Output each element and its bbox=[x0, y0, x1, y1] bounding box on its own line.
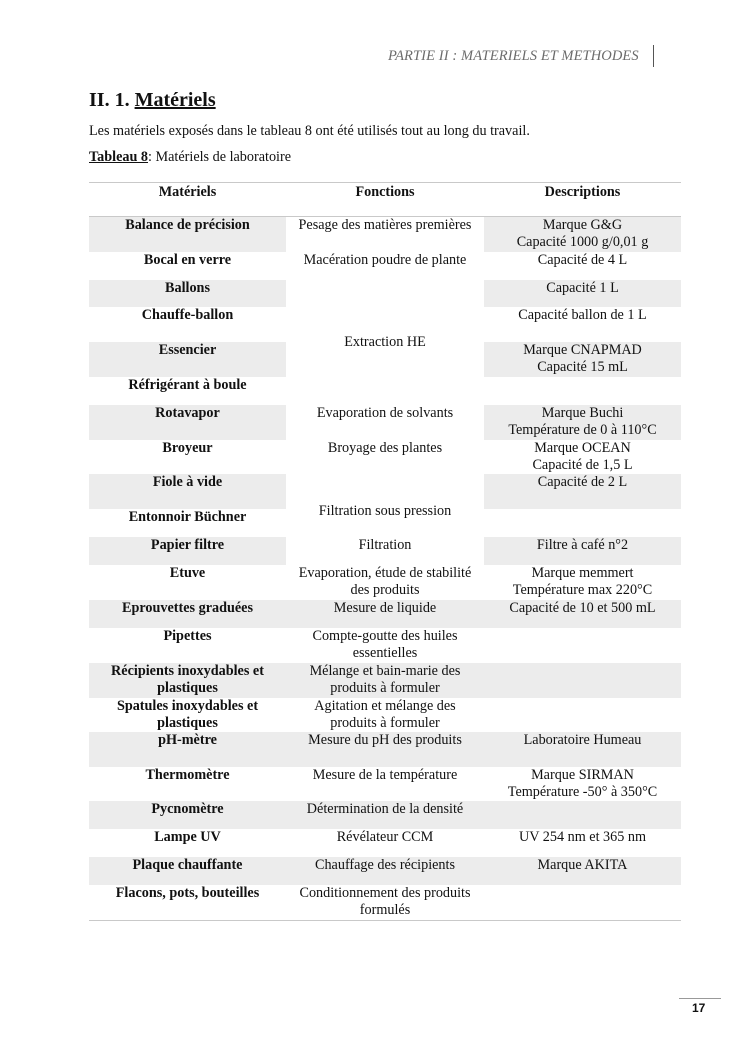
page-number-rule bbox=[679, 998, 721, 999]
row-description bbox=[484, 698, 681, 732]
row-function: Filtration bbox=[286, 537, 484, 565]
row-name: Plaque chauffante bbox=[89, 857, 286, 885]
row-function: Mesure de liquide bbox=[286, 600, 484, 628]
row-function: Pesage des matières premières bbox=[286, 217, 484, 252]
row-description: UV 254 nm et 365 nm bbox=[518, 828, 647, 845]
row-name: pH-mètre bbox=[89, 732, 286, 767]
row-description: Marque AKITA bbox=[484, 857, 681, 885]
caption-label: Tableau 8 bbox=[89, 149, 149, 165]
row-function: Macération poudre de plante bbox=[303, 251, 467, 268]
section-number: II. 1. bbox=[89, 89, 130, 111]
row-function: Agitation et mélange des produits à formuler bbox=[314, 697, 456, 731]
row-description bbox=[484, 801, 681, 829]
row-name: Flacons, pots, bouteilles bbox=[89, 885, 286, 921]
row-function: Chauffage des récipients bbox=[286, 857, 484, 885]
row-name: Chauffe-ballon bbox=[141, 306, 234, 323]
table-row bbox=[89, 857, 681, 885]
table-row bbox=[89, 440, 681, 474]
row-description: Laboratoire Humeau bbox=[484, 732, 681, 767]
table-row bbox=[89, 885, 681, 921]
table-row bbox=[89, 801, 681, 829]
row-description: Capacité de 4 L bbox=[537, 251, 628, 268]
row-description: Marque Buchi Température de 0 à 110°C bbox=[484, 405, 681, 440]
row-name: Lampe UV bbox=[154, 828, 221, 845]
row-name: Bocal en verre bbox=[143, 251, 232, 268]
table-row bbox=[89, 732, 681, 767]
table-caption bbox=[89, 149, 291, 166]
column-header-descriptions: Descriptions bbox=[484, 183, 681, 217]
row-name: Balance de précision bbox=[89, 217, 286, 252]
row-function: Mélange et bain-marie des produits à formuler bbox=[286, 663, 484, 698]
header-bar bbox=[653, 45, 654, 67]
row-function: Broyage des plantes bbox=[327, 439, 443, 456]
column-header-materiels: Matériels bbox=[89, 183, 286, 217]
table-row bbox=[89, 280, 681, 307]
row-description bbox=[484, 628, 681, 663]
table-row bbox=[89, 663, 681, 698]
section-name: Matériels bbox=[134, 89, 216, 111]
row-name: Thermomètre bbox=[145, 766, 230, 783]
row-name: Pipettes bbox=[163, 627, 212, 644]
row-description: Marque OCEAN Capacité de 1,5 L bbox=[532, 439, 633, 473]
row-function: Extraction HE bbox=[286, 280, 484, 405]
page-number: 17 bbox=[692, 1001, 706, 1015]
table-row bbox=[89, 537, 681, 565]
row-description: Capacité de 10 et 500 mL bbox=[484, 600, 681, 628]
column-header-fonctions: Fonctions bbox=[286, 183, 484, 217]
table-row bbox=[89, 698, 681, 732]
row-name: Papier filtre bbox=[89, 537, 286, 565]
row-name: Pycnomètre bbox=[89, 801, 286, 829]
row-name: Etuve bbox=[169, 564, 206, 581]
row-description: Marque G&G Capacité 1000 g/0,01 g bbox=[484, 217, 681, 252]
table-row bbox=[89, 474, 681, 509]
table-row bbox=[89, 405, 681, 440]
table-row bbox=[89, 600, 681, 628]
row-description: Capacité ballon de 1 L bbox=[518, 306, 647, 323]
row-description: Marque CNAPMAD Capacité 15 mL bbox=[484, 342, 681, 377]
section-title bbox=[89, 89, 216, 112]
table-row bbox=[89, 628, 681, 663]
row-function: Révélateur CCM bbox=[336, 828, 434, 845]
table-row bbox=[89, 252, 681, 280]
table-row bbox=[89, 767, 681, 801]
row-function: Evaporation, étude de stabilité des produits bbox=[298, 564, 472, 598]
row-description: Capacité de 2 L bbox=[484, 474, 681, 509]
row-description bbox=[484, 377, 681, 405]
row-description: Capacité 1 L bbox=[484, 280, 681, 307]
table-row bbox=[89, 565, 681, 600]
row-name: Entonnoir Büchner bbox=[128, 508, 247, 525]
row-description: Marque memmert Température max 220°C bbox=[512, 564, 653, 598]
row-function: Conditionnement des produits formulés bbox=[286, 885, 484, 921]
table-header-row bbox=[89, 183, 681, 217]
caption-text: : Matériels de laboratoire bbox=[148, 149, 292, 165]
row-description: Marque SIRMAN Température -50° à 350°C bbox=[507, 766, 658, 800]
row-name: Broyeur bbox=[162, 439, 213, 456]
row-description bbox=[484, 885, 681, 921]
table-row bbox=[89, 829, 681, 857]
row-name: Spatules inoxydables et plastiques bbox=[116, 697, 259, 731]
row-function: Mesure de la température bbox=[312, 766, 458, 783]
running-header: PARTIE II : MATERIELS ET METHODES bbox=[388, 48, 639, 64]
row-function: Compte-goutte des huiles essentielles bbox=[312, 627, 458, 661]
row-function: Mesure du pH des produits bbox=[286, 732, 484, 767]
row-description bbox=[484, 663, 681, 698]
row-name: Récipients inoxydables et plastiques bbox=[89, 663, 286, 698]
row-name: Fiole à vide bbox=[89, 474, 286, 509]
row-function: Evaporation de solvants bbox=[286, 405, 484, 440]
row-description: Filtre à café n°2 bbox=[484, 537, 681, 565]
row-name: Rotavapor bbox=[89, 405, 286, 440]
table-row bbox=[89, 217, 681, 252]
row-description bbox=[484, 509, 681, 537]
row-function: Filtration sous pression bbox=[286, 474, 484, 537]
intro-paragraph: Les matériels exposés dans le tableau 8 ont été utilisés tout au long du travail. bbox=[89, 123, 530, 139]
row-name: Réfrigérant à boule bbox=[128, 376, 247, 393]
materials-table bbox=[89, 182, 681, 921]
row-name: Eprouvettes graduées bbox=[89, 600, 286, 628]
row-function: Détermination de la densité bbox=[286, 801, 484, 829]
row-name: Ballons bbox=[89, 280, 286, 307]
row-name: Essencier bbox=[89, 342, 286, 377]
